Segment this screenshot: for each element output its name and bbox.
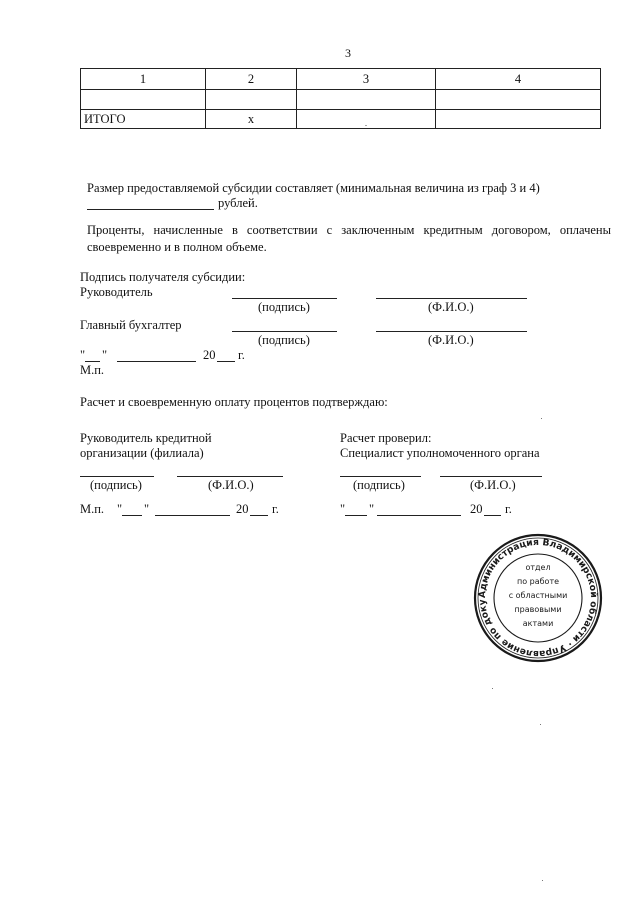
subsidy-text: Размер предоставляемой субсидии составляет (минимальная величина из граф 3 и 4) [87, 181, 540, 195]
stamp-center-line: отдел [525, 563, 551, 572]
recipient-head-label: Руководитель [80, 285, 153, 299]
authority-year-line [484, 515, 501, 516]
bank-date-day-line [122, 515, 142, 516]
scan-speck [540, 724, 541, 725]
recipient-year-suffix: г. [238, 348, 245, 362]
scan-speck [541, 418, 542, 419]
subsidy-paragraph [87, 180, 613, 197]
head-signature-line [232, 298, 337, 299]
table-total-row [81, 110, 601, 129]
scan-speck [542, 880, 543, 881]
bank-date-month-line [155, 515, 230, 516]
bank-signature-line [80, 476, 154, 477]
authority-name-caption: (Ф.И.О.) [470, 478, 516, 492]
bank-name-line [177, 476, 283, 477]
bank-date-quote-open: " [117, 502, 123, 516]
bank-year-prefix: 20 [236, 502, 249, 516]
bank-seal-label: М.п. [80, 502, 105, 516]
head-signature-caption: (подпись) [258, 300, 310, 314]
authority-name-line [440, 476, 542, 477]
official-stamp [472, 532, 604, 664]
table-cell [436, 90, 601, 110]
recipient-title: Подпись получателя субсидии: [80, 270, 246, 284]
accountant-signature-line [232, 331, 337, 332]
stamp-center-line: по работе [516, 577, 560, 586]
recipient-date-month-line [117, 361, 196, 362]
stamp-seal-icon [472, 532, 604, 664]
table-cell [297, 90, 436, 110]
page-number: 3 [345, 46, 351, 60]
recipient-year-prefix: 20 [203, 348, 216, 362]
accountant-name-line [376, 331, 527, 332]
subsidy-amount-field [87, 209, 214, 210]
table-cell: . [297, 110, 436, 129]
bank-name-caption: (Ф.И.О.) [208, 478, 254, 492]
authority-signature-caption: (подпись) [353, 478, 405, 492]
recipient-accountant-label: Главный бухгалтер [80, 318, 182, 332]
authority-title-line1: Расчет проверил: [340, 431, 432, 445]
recipient-year-line [217, 361, 235, 362]
stamp-ring-text: Администрация Владимирской области · Управление по доку [476, 536, 600, 660]
bank-year-suffix: г. [272, 502, 279, 516]
scan-speck [492, 688, 493, 689]
table-row [81, 90, 601, 110]
table-header-cell: 1 [81, 69, 206, 90]
stamp-center-line: правовыми [514, 605, 562, 614]
confirm-text: Расчет и своевременную оплату процентов подтверждаю: [80, 395, 388, 409]
bank-date-quote-close: " [144, 502, 150, 516]
stamp-center-line: с областными [508, 591, 568, 600]
accountant-signature-caption: (подпись) [258, 333, 310, 347]
table-cell: x [206, 110, 297, 129]
table-header-cell: 4 [436, 69, 601, 90]
interest-paragraph: Проценты, начисленные в соответствии с заключенным кредитным договором, оплачены своевременно и в полном объеме. [87, 223, 611, 254]
authority-date-month-line [377, 515, 461, 516]
authority-date-day-line [345, 515, 367, 516]
authority-signature-line [340, 476, 421, 477]
recipient-date-quote-open: " [80, 348, 86, 362]
bank-year-line [250, 515, 268, 516]
subsidy-table [80, 68, 601, 129]
accountant-name-caption: (Ф.И.О.) [428, 333, 474, 347]
authority-year-prefix: 20 [470, 502, 483, 516]
authority-title-line2: Специалист уполномоченного органа [340, 446, 540, 460]
subsidy-suffix: рублей. [218, 196, 258, 210]
recipient-date-day-line [85, 361, 100, 362]
table-header-cell: 3 [297, 69, 436, 90]
table-cell [81, 90, 206, 110]
authority-date-quote-close: " [369, 502, 375, 516]
bank-signature-caption: (подпись) [90, 478, 142, 492]
table-header-row [81, 69, 601, 90]
head-name-line [376, 298, 527, 299]
table-total-label: ИТОГО [81, 110, 206, 129]
bank-title-line1: Руководитель кредитной [80, 431, 212, 445]
recipient-seal-label: М.п. [80, 363, 105, 377]
bank-title-line2: организации (филиала) [80, 446, 204, 460]
head-name-caption: (Ф.И.О.) [428, 300, 474, 314]
recipient-date-quote-close: " [102, 348, 108, 362]
table-cell [206, 90, 297, 110]
authority-year-suffix: г. [505, 502, 512, 516]
stamp-center-line: актами [522, 619, 554, 628]
authority-date-quote-open: " [340, 502, 346, 516]
table-cell [436, 110, 601, 129]
table-header-cell: 2 [206, 69, 297, 90]
